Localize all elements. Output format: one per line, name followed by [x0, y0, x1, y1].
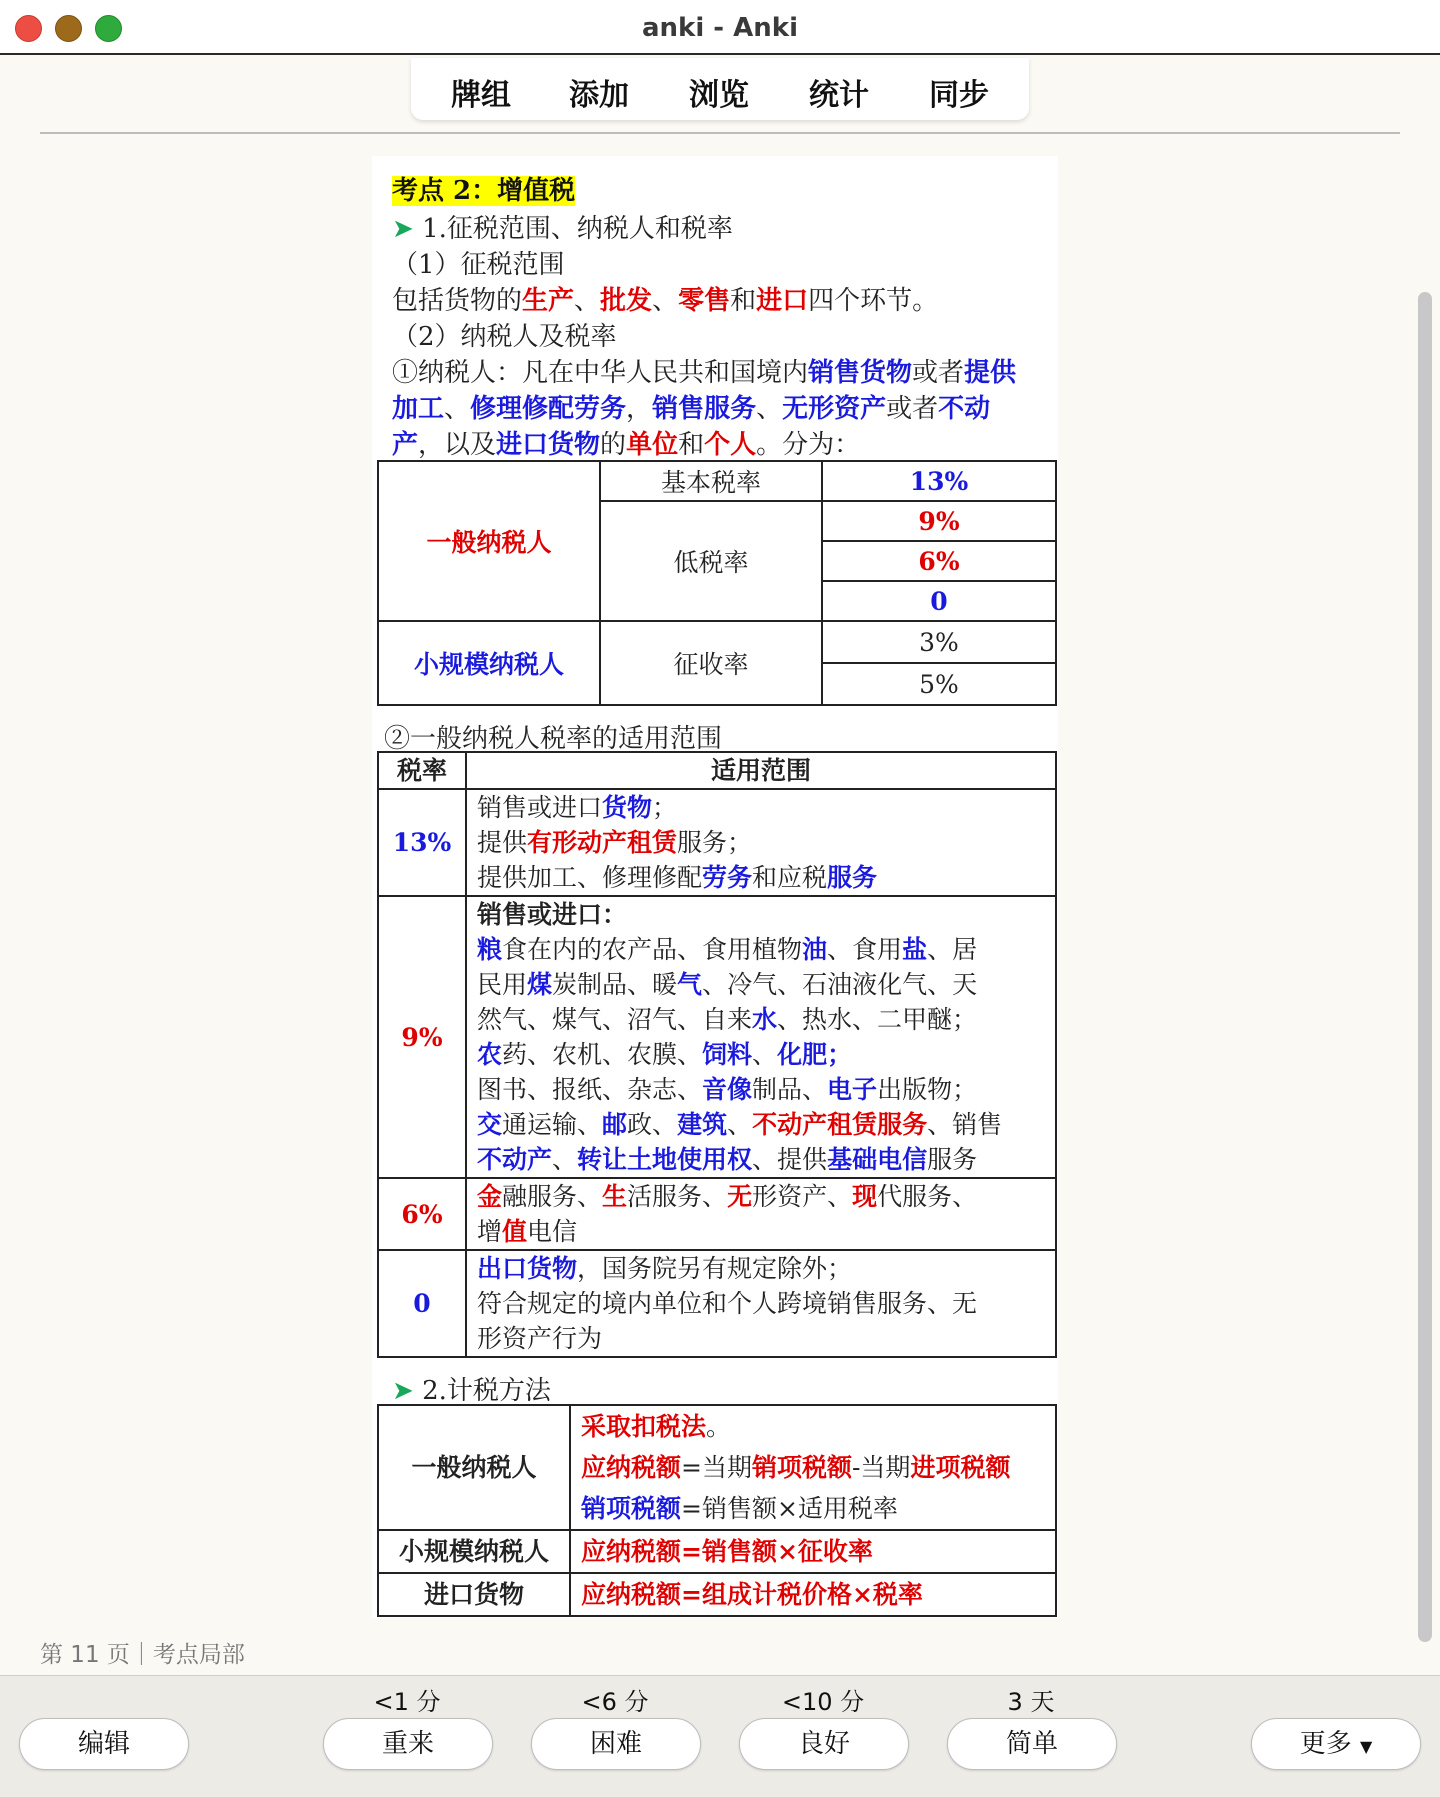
- again-due-label: <1 分: [373, 1688, 441, 1716]
- good-due-label: <10 分: [781, 1688, 865, 1716]
- nav-browse[interactable]: 浏览: [689, 78, 749, 113]
- table-row: [378, 1250, 1056, 1357]
- vertical-scrollbar[interactable]: [1418, 292, 1432, 1642]
- card-footer-text: 第 11 页｜考点局部: [40, 1642, 245, 1668]
- rate-cell: 9%: [378, 896, 466, 1178]
- arrow-icon: ➤: [392, 214, 414, 244]
- chevron-down-icon: ▼: [1359, 1737, 1373, 1756]
- cell-levy-rate: 征收率: [600, 621, 822, 705]
- table-row: [378, 1178, 1056, 1250]
- scope-table: [377, 751, 1057, 1358]
- scope-table-title: ②一般纳税人税率的适用范围: [384, 724, 723, 754]
- top-nav: [411, 58, 1029, 120]
- easy-button[interactable]: 简单: [947, 1718, 1117, 1770]
- table-row: [378, 1530, 1056, 1573]
- scope-cell: 出口货物，国务院另有规定除外； 符合规定的境内单位和个人跨境销售服务、无 形资产行为: [466, 1250, 1056, 1357]
- cell-small-taxpayer-method: 小规模纳税人: [378, 1530, 570, 1573]
- header-scope: 适用范围: [466, 752, 1056, 789]
- cell-rate-3: 3%: [822, 621, 1056, 663]
- cell-general-taxpayer: 一般纳税人: [378, 461, 600, 621]
- method-table: [377, 1404, 1057, 1617]
- nav-add[interactable]: 添加: [569, 78, 629, 113]
- more-button[interactable]: 更多 ▼: [1251, 1718, 1421, 1770]
- rate-cell: 0: [378, 1250, 466, 1357]
- cell-general-taxpayer-method: 一般纳税人: [378, 1405, 570, 1530]
- cell-import-method: 应纳税额=组成计税价格×税率: [570, 1573, 1056, 1616]
- nav-divider: [40, 132, 1400, 134]
- cell-rate-6: 6%: [822, 541, 1056, 581]
- nav-sync[interactable]: 同步: [929, 78, 989, 113]
- good-button[interactable]: 良好: [739, 1718, 909, 1770]
- cell-small-method: 应纳税额=销售额×征收率: [570, 1530, 1056, 1573]
- table-row: [378, 789, 1056, 896]
- cell-rate-9: 9%: [822, 501, 1056, 541]
- nav-decks[interactable]: 牌组: [451, 78, 511, 113]
- table-row: [378, 896, 1056, 1178]
- section-heading-1: ➤ 1.征税范围、纳税人和税率: [392, 214, 733, 244]
- title-bar: [0, 0, 1440, 55]
- cell-rate-5: 5%: [822, 663, 1056, 705]
- taxpayer-text-2: 加工、修理修配劳务，销售服务、无形资产或者不动: [392, 394, 991, 424]
- again-button[interactable]: 重来: [323, 1718, 493, 1770]
- rate-table: [377, 460, 1057, 706]
- window-title: anki - Anki: [642, 13, 798, 43]
- answer-bar: [0, 1675, 1440, 1797]
- hard-button[interactable]: 困难: [531, 1718, 701, 1770]
- table-row: [378, 1573, 1056, 1616]
- header-rate: 税率: [378, 752, 466, 789]
- scope-cell: 销售或进口： 粮食在内的农产品、食用植物油、食用盐、居 民用煤炭制品、暖气、冷气、石油液化气、天 然气、煤气、沼气、自来水、热水、二甲醚； 农药、农机、农膜、饲料、化肥； 图书、报纸、杂志、音像制品、电子出版物； 交通运输、邮政、建筑、不动产租赁服务、销售 不动产、转让土地使用权、提供基础电信服务: [466, 896, 1056, 1178]
- cell-basic-rate: 基本税率: [600, 461, 822, 501]
- edit-button[interactable]: 编辑: [19, 1718, 189, 1770]
- taxpayer-text-3: 产，以及进口货物的单位和个人。分为：: [392, 430, 861, 460]
- subheading-scope: （1）征税范围: [392, 250, 565, 280]
- arrow-icon: ➤: [392, 1376, 414, 1406]
- easy-due-label: 3 天: [1007, 1688, 1055, 1716]
- table-row: [378, 1405, 1056, 1530]
- scope-cell: 销售或进口货物； 提供有形动产租赁服务； 提供加工、修理修配劳务和应税服务: [466, 789, 1056, 896]
- cell-low-rate: 低税率: [600, 501, 822, 621]
- cell-general-method: 采取扣税法。 应纳税额=当期销项税额-当期进项税额 销项税额=销售额×适用税率: [570, 1405, 1056, 1530]
- cell-rate-0: 0: [822, 581, 1056, 621]
- scope-cell: 金融服务、生活服务、无形资产、现代服务、 增值电信: [466, 1178, 1056, 1250]
- scope-text: 包括货物的生产、批发、零售和进口四个环节。: [392, 286, 939, 316]
- review-card: [372, 156, 1058, 1618]
- hard-due-label: <6 分: [581, 1688, 649, 1716]
- nav-stats[interactable]: 统计: [809, 78, 869, 113]
- card-heading: 考点 2：增值税: [392, 176, 576, 206]
- cell-rate-13: 13%: [822, 461, 1056, 501]
- taxpayer-text-1: ①纳税人：凡在中华人民共和国境内销售货物或者提供: [392, 358, 1017, 388]
- cell-import-goods: 进口货物: [378, 1573, 570, 1616]
- subheading-taxpayer: （2）纳税人及税率: [392, 322, 617, 352]
- rate-cell: 6%: [378, 1178, 466, 1250]
- section-heading-2: ➤ 2.计税方法: [392, 1376, 551, 1406]
- rate-cell: 13%: [378, 789, 466, 896]
- cell-small-taxpayer: 小规模纳税人: [378, 621, 600, 705]
